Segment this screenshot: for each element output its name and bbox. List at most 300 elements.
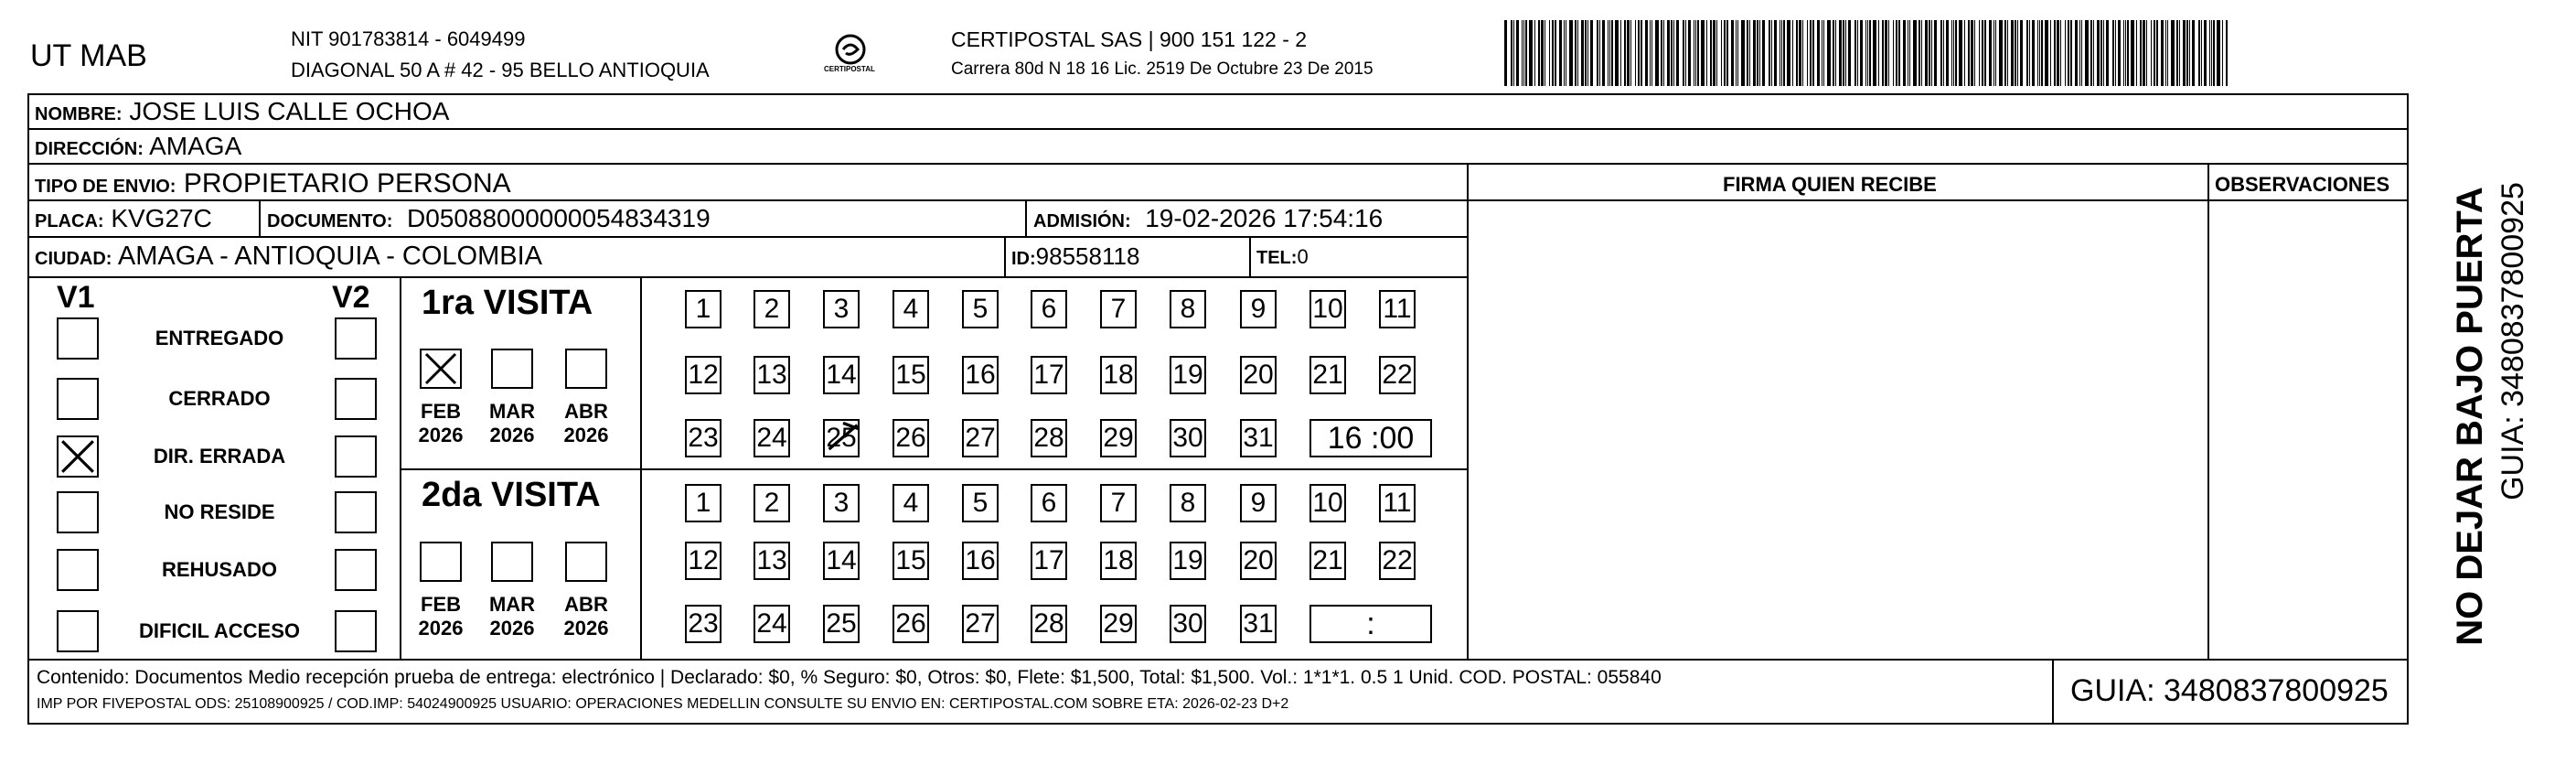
barcode-bar — [1993, 20, 1994, 86]
barcode-bar — [2112, 20, 2114, 86]
barcode-bar — [1585, 20, 1587, 86]
barcode-bar — [1802, 20, 1803, 86]
v1-checkbox[interactable] — [57, 378, 99, 420]
barcode-bar — [1855, 20, 1856, 86]
barcode-bar — [1747, 20, 1748, 86]
barcode-bar — [2167, 20, 2168, 86]
month-label: FEB — [421, 400, 461, 423]
day-box[interactable]: 11 — [1379, 290, 1416, 328]
barcode-bar — [2090, 20, 2092, 86]
day-box[interactable]: 2 — [754, 290, 790, 328]
barcode-bar — [1955, 20, 1957, 86]
barcode-bar — [2179, 20, 2180, 86]
barcode-bar — [1641, 20, 1642, 86]
visit1-title: 1ra VISITA — [422, 284, 593, 322]
barcode-bar — [1753, 20, 1756, 86]
day-box[interactable]: 1 — [685, 290, 721, 328]
day-box[interactable]: 9 — [1240, 290, 1277, 328]
documento-value: D05088000000054834319 — [406, 204, 711, 232]
day-box[interactable]: 17 — [1031, 356, 1067, 394]
barcode-bar — [1655, 20, 1659, 86]
logo-caption: CERTIPOSTAL — [824, 65, 875, 73]
observaciones-header: OBSERVACIONES — [2215, 173, 2390, 196]
day-box[interactable]: 6 — [1031, 484, 1067, 522]
day-box[interactable]: 14 — [823, 542, 860, 580]
barcode-bar — [1671, 20, 1673, 86]
barcode-bar — [2093, 20, 2094, 86]
barcode-bar — [1974, 20, 1975, 86]
barcode-bar — [1964, 20, 1965, 86]
day-box[interactable]: 28 — [1031, 419, 1067, 457]
barcode-bar — [1812, 20, 1814, 86]
barcode-bar — [2146, 20, 2147, 86]
footer-contenido: Contenido: Documentos Medio recepción prueba de entrega: electrónico | Declarado: $0, % Seguro: $0, Otros: $0, Flete: $1,500, Total: $1,500. Vol.: 1*1*1. 0.5 1 Unid. COD. POSTAL: 055840 — [37, 667, 1662, 688]
ciudad-value: AMAGA - ANTIOQUIA - COLOMBIA — [117, 242, 542, 271]
barcode-bar — [1504, 20, 1507, 86]
barcode-bar — [2186, 20, 2188, 86]
barcode-bar — [1511, 20, 1512, 86]
barcode-bar — [1635, 20, 1636, 86]
day-box[interactable]: 21 — [1309, 542, 1346, 580]
day-box[interactable]: 25 — [823, 605, 860, 643]
barcode-bar — [2103, 20, 2104, 86]
id-label: ID: — [1011, 249, 1036, 269]
month-checkbox[interactable] — [420, 542, 462, 582]
barcode-bar — [2201, 20, 2202, 86]
barcode-bar — [1885, 20, 1887, 86]
barcode-bar — [1898, 20, 1900, 86]
barcode-bar — [1724, 20, 1726, 86]
barcode-bar — [1823, 20, 1824, 86]
barcode-bar — [1796, 20, 1798, 86]
barcode-bar — [2032, 20, 2035, 86]
barcode-bar — [1676, 20, 1679, 86]
day-box[interactable]: 8 — [1170, 484, 1206, 522]
day-box[interactable]: 24 — [754, 605, 790, 643]
barcode-bar — [2123, 20, 2124, 86]
barcode-bar — [1896, 20, 1897, 86]
day-box[interactable]: 23 — [685, 605, 721, 643]
barcode-bar — [1869, 20, 1871, 86]
barcode-bar — [1534, 20, 1535, 86]
nombre-label: NOMBRE: — [35, 104, 123, 124]
day-box[interactable]: 20 — [1240, 542, 1277, 580]
day-box[interactable]: 16 — [962, 356, 999, 394]
barcode-bar — [2136, 20, 2137, 86]
barcode-bar — [1865, 20, 1866, 86]
barcode-bar — [1749, 20, 1750, 86]
month-checkbox[interactable] — [491, 349, 533, 389]
barcode-bar — [1581, 20, 1584, 86]
barcode-bar — [2020, 20, 2023, 86]
barcode-bar — [2217, 20, 2220, 86]
day-box[interactable]: 15 — [893, 542, 929, 580]
month-label: ABR — [564, 593, 608, 616]
barcode-bar — [1736, 20, 1737, 86]
documento-label: DOCUMENTO: — [267, 211, 393, 231]
barcode-bar — [1713, 20, 1716, 86]
barcode-bar — [1771, 20, 1772, 86]
day-box[interactable]: 3 — [823, 484, 860, 522]
day-box[interactable]: 14 — [823, 356, 860, 394]
barcode-bar — [2011, 20, 2014, 86]
month-checkbox[interactable] — [565, 542, 607, 582]
day-box[interactable]: 30 — [1170, 605, 1206, 643]
barcode-bar — [1609, 20, 1610, 86]
barcode-bar — [1559, 20, 1562, 86]
day-box[interactable]: 10 — [1309, 290, 1346, 328]
admision-label: ADMISIÓN: — [1033, 211, 1131, 231]
v2-checkbox[interactable] — [335, 435, 377, 478]
status-option-label: ENTREGADO — [155, 327, 284, 349]
barcode-bar — [2037, 20, 2038, 86]
time-box[interactable]: 16 :00 — [1309, 419, 1432, 457]
tel-value: 0 — [1297, 245, 1309, 268]
day-box[interactable]: 7 — [1100, 290, 1137, 328]
month-year-label: 2026 — [489, 617, 535, 639]
month-label: FEB — [421, 593, 461, 616]
barcode-bar — [1913, 20, 1917, 86]
barcode-bar — [1555, 20, 1556, 86]
tel-label: TEL: — [1256, 248, 1298, 268]
barcode-bar — [1706, 20, 1707, 86]
barcode-bar — [2183, 20, 2186, 86]
barcode-bar — [1799, 20, 1801, 86]
month-year-label: 2026 — [563, 617, 609, 639]
day-box[interactable]: 24 — [754, 419, 790, 457]
barcode-bar — [1522, 20, 1523, 86]
barcode-bar — [1513, 20, 1514, 86]
barcode-bar — [1602, 20, 1605, 86]
barcode-bar — [1737, 20, 1738, 86]
footer-guia: GUIA: 3480837800925 — [2070, 673, 2389, 708]
day-box[interactable]: 29 — [1100, 419, 1137, 457]
barcode-bar — [2050, 20, 2051, 86]
barcode-bar — [1683, 20, 1684, 86]
v2-checkbox[interactable] — [335, 378, 377, 420]
barcode-bar — [2192, 20, 2195, 86]
barcode-bar — [2106, 20, 2109, 86]
id-value: 98558118 — [1035, 242, 1140, 270]
barcode-bar — [1695, 20, 1696, 86]
v1-checkbox[interactable] — [57, 317, 99, 360]
day-box[interactable]: 13 — [754, 356, 790, 394]
day-box[interactable]: 8 — [1170, 290, 1206, 328]
barcode-bar — [1697, 20, 1699, 86]
month-label: ABR — [564, 400, 608, 423]
barcode-bar — [1971, 20, 1973, 86]
day-box[interactable]: 26 — [893, 605, 929, 643]
barcode-bar — [1843, 20, 1844, 86]
barcode-bar — [2118, 20, 2121, 86]
day-box[interactable]: 10 — [1309, 484, 1346, 522]
barcode-bar — [2060, 20, 2061, 86]
barcode-bar — [1549, 20, 1550, 86]
day-box[interactable]: 2 — [754, 484, 790, 522]
barcode-bar — [1968, 20, 1970, 86]
v2-label: V2 — [332, 280, 370, 315]
barcode-bar — [1787, 20, 1790, 86]
barcode-bar — [2127, 20, 2129, 86]
barcode-bar — [1893, 20, 1894, 86]
day-box[interactable]: 27 — [962, 605, 999, 643]
v2-checkbox[interactable] — [335, 317, 377, 360]
barcode-bar — [1663, 20, 1664, 86]
day-box[interactable]: 21 — [1309, 356, 1346, 394]
barcode-bar — [1716, 20, 1717, 86]
barcode-bar — [2198, 20, 2200, 86]
footer-imp: IMP POR FIVEPOSTAL ODS: 25108900925 / COD.IMP: 54024900925 USUARIO: OPERACIONES MEDELLIN CONSULTE SU ENVIO EN: CERTIPOSTAL.COM SOBRE ETA: 2026-02-23 D+2 — [37, 696, 1289, 712]
barcode-bar — [2029, 20, 2030, 86]
day-box[interactable]: 1 — [685, 484, 721, 522]
status-option-label: REHUSADO — [162, 558, 277, 581]
day-box[interactable]: 26 — [893, 419, 929, 457]
barcode-bar — [1726, 20, 1728, 86]
day-box[interactable]: 18 — [1100, 356, 1137, 394]
barcode-bar — [1783, 20, 1785, 86]
barcode-bar — [1903, 20, 1906, 86]
barcode-bar — [1661, 20, 1662, 86]
barcode-bar — [1929, 20, 1930, 86]
barcode-bar — [1624, 20, 1626, 86]
day-box[interactable]: 13 — [754, 542, 790, 580]
day-box[interactable]: 12 — [685, 356, 721, 394]
day-box[interactable]: 6 — [1031, 290, 1067, 328]
tipo-label: TIPO DE ENVIO: — [35, 177, 176, 197]
barcode-bar — [2213, 20, 2215, 86]
barcode-bar — [1848, 20, 1851, 86]
barcode-bar — [1710, 20, 1712, 86]
barcode-bar — [2007, 20, 2008, 86]
barcode-bar — [2171, 20, 2175, 86]
barcode-bar — [2057, 20, 2059, 86]
day-box[interactable]: 22 — [1379, 356, 1416, 394]
barcode-bar — [1667, 20, 1670, 86]
v1-checkbox[interactable] — [57, 610, 99, 652]
time-box[interactable]: : — [1309, 605, 1432, 643]
barcode-bar — [1577, 20, 1578, 86]
month-label: MAR — [488, 593, 536, 616]
day-box[interactable]: 16 — [962, 542, 999, 580]
day-box[interactable]: 7 — [1100, 484, 1137, 522]
day-box[interactable]: 27 — [962, 419, 999, 457]
barcode-bar — [1731, 20, 1734, 86]
barcode-bar — [1685, 20, 1686, 86]
barcode-bar — [2115, 20, 2116, 86]
barcode-bar — [1867, 20, 1868, 86]
barcode-bar — [1953, 20, 1954, 86]
barcode-bar — [2154, 20, 2155, 86]
barcode-bar — [1569, 20, 1573, 86]
barcode-bar — [1673, 20, 1674, 86]
nombre-value: JOSE LUIS CALLE OCHOA — [129, 97, 450, 125]
barcode-bar — [2045, 20, 2048, 86]
barcode-bar — [2226, 20, 2228, 86]
month-year-label: 2026 — [489, 424, 535, 446]
barcode-bar — [1741, 20, 1745, 86]
firma-header: FIRMA QUIEN RECIBE — [1723, 173, 1937, 196]
barcode-bar — [1857, 20, 1858, 86]
v2-checkbox[interactable] — [335, 491, 377, 533]
barcode-bar — [1769, 20, 1770, 86]
day-box[interactable]: 31 — [1240, 419, 1277, 457]
day-box[interactable]: 9 — [1240, 484, 1277, 522]
day-box[interactable]: 31 — [1240, 605, 1277, 643]
day-box[interactable]: 23 — [685, 419, 721, 457]
barcode-bar — [1651, 20, 1652, 86]
barcode-bar — [1597, 20, 1598, 86]
barcode-bar — [2165, 20, 2166, 86]
day-box[interactable]: 4 — [893, 484, 929, 522]
barcode-bar — [2143, 20, 2145, 86]
day-box[interactable]: 29 — [1100, 605, 1137, 643]
day-box[interactable]: 5 — [962, 290, 999, 328]
barcode-bar — [1529, 20, 1533, 86]
month-checkbox[interactable] — [491, 542, 533, 582]
day-box[interactable]: 25 — [823, 419, 860, 457]
barcode-bar — [2211, 20, 2212, 86]
barcode-bar — [1982, 20, 1983, 86]
barcode-bar — [1645, 20, 1648, 86]
direccion-label: DIRECCIÓN: — [35, 139, 144, 159]
barcode-bar — [2004, 20, 2006, 86]
company-nit: NIT 901783814 - 6049499 — [291, 27, 526, 50]
month-year-label: 2026 — [418, 617, 464, 639]
barcode-bar — [1951, 20, 1952, 86]
barcode-bar — [1701, 20, 1705, 86]
barcode-bar — [2100, 20, 2102, 86]
barcode-bar — [1946, 20, 1949, 86]
barcode-bar — [1599, 20, 1600, 86]
barcode-bar — [1611, 20, 1613, 86]
day-box[interactable]: 11 — [1379, 484, 1416, 522]
v1-checkbox[interactable] — [57, 435, 99, 478]
status-option-label: CERRADO — [168, 387, 271, 410]
day-box[interactable]: 4 — [893, 290, 929, 328]
barcode-bar — [1615, 20, 1619, 86]
month-checkbox[interactable] — [420, 349, 462, 389]
barcode-bar — [2041, 20, 2043, 86]
barcode-bar — [1888, 20, 1889, 86]
barcode-bar — [1516, 20, 1519, 86]
barcode-bar — [1940, 20, 1942, 86]
barcode-bar — [2068, 20, 2069, 86]
barcode-bar — [1979, 20, 1980, 86]
day-box[interactable]: 18 — [1100, 542, 1137, 580]
barcode-bar — [1999, 20, 2003, 86]
barcode-bar — [1552, 20, 1554, 86]
barcode-bar — [1959, 20, 1962, 86]
day-box[interactable]: 22 — [1379, 542, 1416, 580]
barcode-bar — [2015, 20, 2016, 86]
barcode-bar — [1587, 20, 1588, 86]
day-box[interactable]: 20 — [1240, 356, 1277, 394]
status-option-label: NO RESIDE — [164, 500, 275, 523]
barcode-bar — [1931, 20, 1932, 86]
barcode-bar — [1919, 20, 1920, 86]
day-box[interactable]: 28 — [1031, 605, 1067, 643]
barcode-bar — [1909, 20, 1910, 86]
day-box[interactable]: 19 — [1170, 542, 1206, 580]
barcode-bar — [1882, 20, 1884, 86]
barcode-bar — [2125, 20, 2126, 86]
barcode-bar — [1688, 20, 1691, 86]
barcode-bar — [1817, 20, 1820, 86]
v1-checkbox[interactable] — [57, 491, 99, 533]
ciudad-label: CIUDAD: — [35, 249, 112, 269]
barcode-bar — [1757, 20, 1758, 86]
day-box[interactable]: 15 — [893, 356, 929, 394]
barcode-bar — [1833, 20, 1834, 86]
barcode-bar — [1608, 20, 1609, 86]
day-box[interactable]: 30 — [1170, 419, 1206, 457]
month-label: MAR — [488, 400, 536, 423]
v2-checkbox[interactable] — [335, 549, 377, 591]
day-box[interactable]: 12 — [685, 542, 721, 580]
v2-checkbox[interactable] — [335, 610, 377, 652]
barcode-bar — [1921, 20, 1922, 86]
v1-checkbox[interactable] — [57, 549, 99, 591]
month-checkbox[interactable] — [565, 349, 607, 389]
barcode-bar — [1807, 20, 1808, 86]
day-box[interactable]: 17 — [1031, 542, 1067, 580]
day-box[interactable]: 3 — [823, 290, 860, 328]
status-option-label: DIR. ERRADA — [153, 445, 286, 467]
barcode-bar — [1989, 20, 1992, 86]
barcode-bar — [1564, 20, 1565, 86]
placa-label: PLACA: — [35, 211, 104, 231]
barcode-bar — [1774, 20, 1777, 86]
barcode-bar — [1620, 20, 1621, 86]
barcode-bar — [2075, 20, 2078, 86]
barcode-bar — [1943, 20, 1944, 86]
barcode-bar — [2026, 20, 2028, 86]
barcode-bar — [1925, 20, 1928, 86]
carrier-name: CERTIPOSTAL SAS | 900 151 122 - 2 — [951, 27, 1308, 51]
barcode-bar — [2065, 20, 2066, 86]
barcode-bar — [1575, 20, 1577, 86]
barcode-bar — [1873, 20, 1876, 86]
barcode — [1504, 20, 2231, 86]
barcode-bar — [2161, 20, 2164, 86]
direccion-value: AMAGA — [149, 132, 242, 160]
barcode-bar — [1638, 20, 1640, 86]
barcode-bar — [2140, 20, 2142, 86]
certipostal-logo-icon — [824, 31, 875, 77]
barcode-bar — [1984, 20, 1986, 86]
barcode-bar — [2131, 20, 2134, 86]
barcode-bar — [2156, 20, 2158, 86]
barcode-bar — [1630, 20, 1631, 86]
barcode-bar — [1860, 20, 1863, 86]
admision-value: 19-02-2026 17:54:16 — [1145, 204, 1384, 232]
barcode-bar — [1781, 20, 1782, 86]
no-dejar-bajo-puerta: NO DEJAR BAJO PUERTA — [2450, 187, 2490, 646]
barcode-bar — [1541, 20, 1544, 86]
barcode-bar — [2054, 20, 2056, 86]
day-box[interactable]: 19 — [1170, 356, 1206, 394]
barcode-bar — [1995, 20, 1996, 86]
barcode-bar — [2081, 20, 2082, 86]
carrier-license: Carrera 80d N 18 16 Lic. 2519 De Octubre 23 De 2015 — [951, 59, 1374, 79]
company-name: UT MAB — [30, 38, 147, 73]
side-guia: GUIA: 3480837800925 — [2496, 182, 2530, 500]
tipo-value: PROPIETARIO PERSONA — [183, 168, 511, 199]
barcode-bar — [1839, 20, 1842, 86]
visit2-title: 2da VISITA — [422, 476, 601, 514]
barcode-bar — [1810, 20, 1812, 86]
day-box[interactable]: 5 — [962, 484, 999, 522]
